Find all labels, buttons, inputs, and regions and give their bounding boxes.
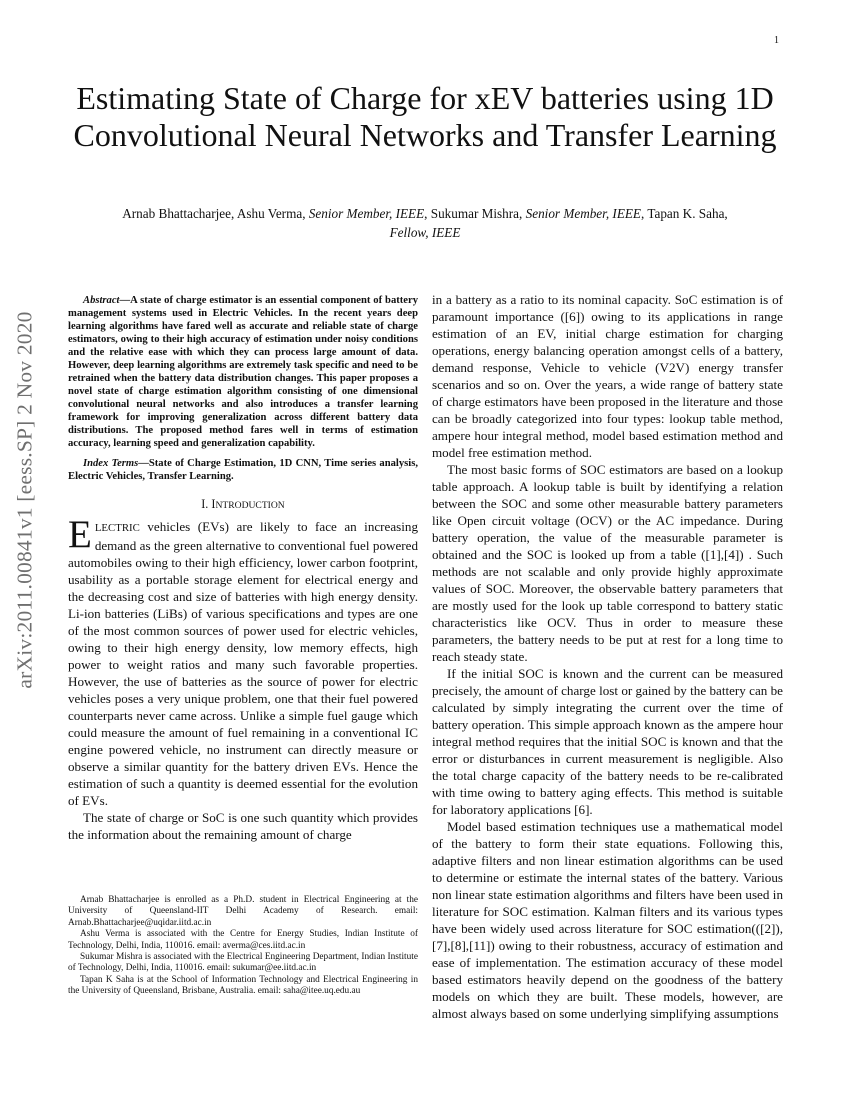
index-terms	[68, 457, 418, 483]
author-affil: Fellow, IEEE	[389, 225, 461, 240]
body-paragraph: in a battery as a ratio to its nominal capacity. SoC estimation is of paramount importance ([6]) owing to its applications in range estimation of an EV, initial charge estimation for charging operations, energy balancing operation amongst cells of a battery, demand response, Vehicle to vehicle (V2V) energy transfer scenarios and so on. Over the years, a wide range of battery state of charge estimators have been proposed in the literature and those can be broadly categorized into four types: lookup table method, ampere hour integral method, model based estimation method and model free estimation method.	[432, 292, 783, 460]
footnote: Tapan K Saha is at the School of Information Technology and Electrical Engineering in the University of Queensland, Brisbane, Australia. email: saha@itee.uq.edu.au	[68, 974, 418, 997]
abstract	[68, 294, 418, 450]
footnote: Sukumar Mishra is associated with the Electrical Engineering Department, Indian Institute of Technology, Delhi, India, 110016. email: sukumar@ee.iitd.ac.in	[68, 952, 418, 974]
page-number: 1	[774, 35, 779, 46]
index-terms-text: —State of Charge Estimation, 1D CNN, Time series analysis, Electric Vehicles, Transfer Learning.	[68, 458, 418, 482]
intro-paragraph-2: The state of charge or SoC is one such quantity which provides the information about the remaining amount of charge	[68, 810, 418, 842]
intro-text: vehicles (EVs) are likely to face an increasing demand as the green alternative to conventional fuel powered automobiles owing to their high efficiency, lower carbon footprint, usability as a portable storage element for electrical energy and the decreasing cost and size of batteries with high energy density. Li-ion batteries (LiBs) of various specifications and types are one of the most common sources of power used for electric vehicles, owing to their high energy density, low memory effects, high power to weight ratios and many such favorable properties. However, the use of batteries as the source of power for electric vehicles poses a very unique problem, one that their fuel powered counterparts never came across. Unlike a simple fuel gauge which could measure the amount of fuel remaining in a conventional IC engine powered vehicle, no instrument can directly measure or observe a similar quantity for the battery driven EVs. Hence the estimation of such a quantity is deemed essential for the evolution of EVs.	[68, 519, 418, 808]
author-text: , Sukumar Mishra,	[424, 206, 526, 221]
section-title-cap: I	[211, 497, 216, 511]
body-paragraph: If the initial SOC is known and the current can be measured precisely, the amount of charge lost or gained by the battery can be calculated by simply integrating the current over the time of battery operation. This simple approach known as the ampere hour integral method requires that the initial SOC is known and that the error or disturbances in current measurement is negligible. Also the total charge capacity of the battery needs to be re-calibrated with time owing to battery aging effects. This method is suitable for laboratory applications [6].	[432, 666, 783, 817]
intro-paragraph	[68, 513, 418, 809]
author-list	[110, 204, 740, 242]
body-paragraph: The most basic forms of SOC estimators are based on a lookup table approach. A lookup table is built by identifying a relation between the SOC and some other measurable battery parameters like Open circuit voltage (OCV) or the AC impedance. During battery operation, the value of the measurable parameter is obtained and the SOC is looked up from a table ([1],[4]) . Such methods are not scalable and only provide highly approximate values of SOC. Moreover, the observable battery parameters that are mostly used for the look up table correspond to battery static characteristics like OCV. Thus in order to measure these parameters, the battery needs to be put at rest for a long time to reach steady state.	[432, 462, 783, 664]
author-text: Arnab Bhattacharjee, Ashu Verma,	[122, 206, 309, 221]
arxiv-stamp-text: arXiv:2011.00841v1 [eess.SP] 2 Nov 2020	[12, 310, 37, 689]
section-title-rest: NTRODUCTION	[215, 500, 285, 511]
section-numeral: I.	[201, 497, 209, 511]
body-paragraph: Model based estimation techniques use a mathematical model of the battery to form their state equations. Following this, adaptive filters and non linear estimation algorithms can be used to determine or estimate the internal states of the battery. Various non linear state estimation algorithms and filters have been used in literature for SOC estimation. Kalman filters and its various types have been widely used across literature for SOC estimation(([2]),[7],[8],[11]) owing to their robustness, accuracy of estimation and ease of implementation. The estimation accuracy of these model based estimators heavily depend on the goodness of the battery models on which they are built. These models, however, are almost always based on some underlying simplifying assumptions	[432, 819, 783, 1021]
abstract-label: Abstract	[83, 295, 120, 306]
author-affil: Senior Member, IEEE	[525, 206, 641, 221]
abstract-text: —A state of charge estimator is an essential component of battery management systems used in Electric Vehicles. In the recent years deep learning algorithms have fared well as accurate and reliable state of charge estimators, owing to their high accuracy of estimation under noisy conditions and the relative ease with which they can process large amount of data. However, deep learning algorithms are extremely task specific and need to be retrained when the battery data distribution changes. This paper proposes a novel state of charge estimation algorithm consisting of one dimensional convolutional neural networks and also introduces a transfer learning framework for improving generalization across different battery data distributions. The proposed method fares well in terms of estimation accuracy, learning speed and generalization capability.	[68, 295, 418, 449]
footnote: Arnab Bhattacharjee is enrolled as a Ph.D. student in Electrical Engineering at the University of Queensland-IIT Delhi Academy of Research. email: Arnab.Bhattacharjee@uqidar.iitd.ac.in	[68, 895, 418, 928]
arxiv-stamp	[7, 292, 43, 707]
footnotes	[68, 895, 418, 998]
footnote: Ashu Verma is associated with the Centre for Energy Studies, Indian Institute of Technology, Delhi, India, 110016. email: averma@ces.iitd.ac.in	[68, 929, 418, 951]
author-affil: Senior Member, IEEE	[308, 206, 425, 221]
paper-title: Estimating State of Charge for xEV batteries using 1D Convolutional Neural Networks and Transfer Learning	[73, 80, 777, 153]
intro-first-word: LECTRIC	[94, 522, 140, 534]
author-text: , Tapan K. Saha,	[640, 206, 728, 221]
section-heading	[68, 497, 418, 512]
left-column	[68, 294, 418, 843]
drop-cap: E	[68, 513, 92, 556]
index-terms-label: Index Terms	[83, 458, 139, 469]
right-column	[432, 291, 783, 1022]
